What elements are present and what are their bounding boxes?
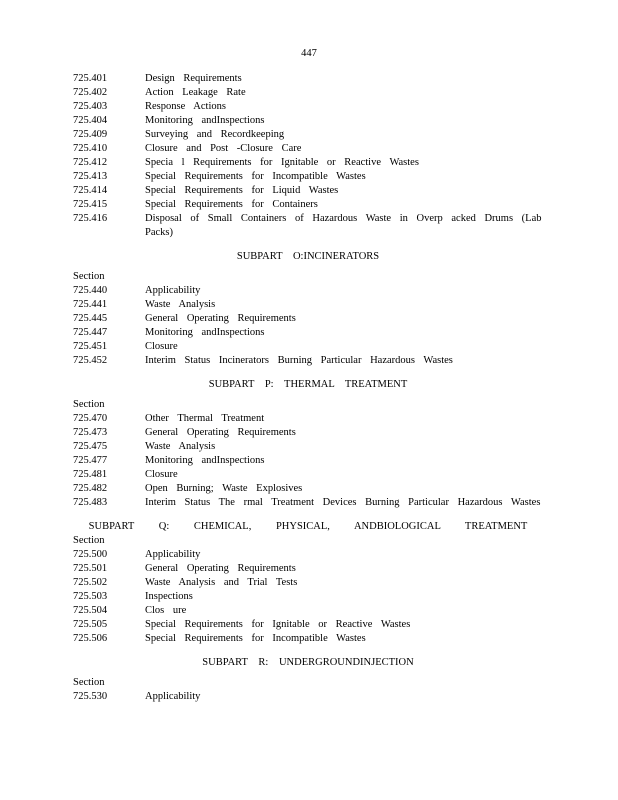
section-number: 725.404 <box>73 115 108 126</box>
section-number: 725.440 <box>73 285 108 296</box>
table-of-contents <box>73 72 543 704</box>
section-title: Closure <box>145 469 178 480</box>
toc-entry <box>73 632 543 646</box>
section-title: Monitoring andInspections <box>145 115 265 126</box>
toc-entry <box>73 590 543 604</box>
toc-entry <box>73 412 543 426</box>
toc-entry <box>73 618 543 632</box>
toc-block-subpart-p <box>73 412 543 510</box>
section-title: Interim Status The rmal Treatment Devices Burning Particular Hazardous Wastes <box>145 497 541 508</box>
toc-entry <box>73 142 543 156</box>
subpart-p-heading: SUBPART P: THERMAL TREATMENT <box>208 379 408 390</box>
section-title: Design Requirements <box>145 73 242 84</box>
section-title: Response Actions <box>145 101 226 112</box>
section-title: Action Leakage Rate <box>145 87 246 98</box>
section-number: 725.415 <box>73 199 108 210</box>
section-number: 725.505 <box>73 619 108 630</box>
toc-block-subpart-n <box>73 72 543 240</box>
section-number: 725.473 <box>73 427 108 438</box>
section-number: 725.481 <box>73 469 108 480</box>
section-number: 725.412 <box>73 157 108 168</box>
section-title: General Operating Requirements <box>145 313 296 324</box>
toc-entry <box>73 212 543 240</box>
toc-entry <box>73 100 543 114</box>
section-number: 725.475 <box>73 441 108 452</box>
section-title: Special Requirements for Ignitable or Reactive Wastes <box>145 619 411 630</box>
section-title: Surveying and Recordkeeping <box>145 129 285 140</box>
section-number: 725.482 <box>73 483 108 494</box>
section-title: General Operating Requirements <box>145 563 296 574</box>
section-label: Section <box>73 271 105 282</box>
section-number: 725.501 <box>73 563 108 574</box>
toc-entry <box>73 326 543 340</box>
section-number: 725.452 <box>73 355 108 366</box>
toc-block-subpart-q <box>73 548 543 646</box>
section-number: 725.504 <box>73 605 108 616</box>
section-title: Clos ure <box>145 605 187 616</box>
section-title: Closure <box>145 341 178 352</box>
section-number: 725.530 <box>73 691 108 702</box>
toc-entry <box>73 312 543 326</box>
section-title: Monitoring andInspections <box>145 327 265 338</box>
section-label: Section <box>73 535 105 546</box>
toc-entry <box>73 170 543 184</box>
section-number: 725.402 <box>73 87 108 98</box>
section-title: Applicability <box>145 285 201 296</box>
section-number: 725.410 <box>73 143 108 154</box>
toc-entry <box>73 454 543 468</box>
page-number: 447 <box>301 48 317 59</box>
toc-entry <box>73 468 543 482</box>
section-number: 725.447 <box>73 327 108 338</box>
section-number: 725.503 <box>73 591 108 602</box>
section-number: 725.502 <box>73 577 108 588</box>
section-title: Applicability <box>145 691 201 702</box>
section-number: 725.470 <box>73 413 108 424</box>
toc-entry <box>73 440 543 454</box>
section-title: Other Thermal Treatment <box>145 413 265 424</box>
section-title: Special Requirements for Incompatible Wastes <box>145 171 366 182</box>
section-number: 725.401 <box>73 73 108 84</box>
toc-entry <box>73 604 543 618</box>
toc-entry <box>73 184 543 198</box>
toc-entry <box>73 496 543 510</box>
section-title: General Operating Requirements <box>145 427 296 438</box>
section-number: 725.409 <box>73 129 108 140</box>
section-number: 725.451 <box>73 341 108 352</box>
section-number: 725.403 <box>73 101 108 112</box>
section-number: 725.483 <box>73 497 108 508</box>
toc-entry <box>73 548 543 562</box>
toc-entry <box>73 340 543 354</box>
toc-entry <box>73 298 543 312</box>
toc-block-subpart-o <box>73 284 543 368</box>
toc-entry <box>73 482 543 496</box>
section-title: Special Requirements for Containers <box>145 199 318 210</box>
toc-entry <box>73 426 543 440</box>
toc-entry <box>73 690 543 704</box>
section-number: 725.500 <box>73 549 108 560</box>
toc-entry <box>73 576 543 590</box>
toc-block-subpart-r <box>73 690 543 704</box>
section-title: Waste Analysis <box>145 441 216 452</box>
section-number: 725.416 <box>73 213 108 224</box>
section-title: Inspections <box>145 591 193 602</box>
section-number: 725.477 <box>73 455 108 466</box>
section-title: Waste Analysis and Trial Tests <box>145 577 298 588</box>
section-title: Interim Status Incinerators Burning Particular Hazardous Wastes <box>145 355 453 366</box>
toc-entry <box>73 128 543 142</box>
section-number: 725.414 <box>73 185 108 196</box>
toc-entry <box>73 562 543 576</box>
section-label: Section <box>73 399 105 410</box>
section-number: 725.441 <box>73 299 108 310</box>
toc-entry <box>73 114 543 128</box>
subpart-q-heading: SUBPART Q: CHEMICAL, PHYSICAL, ANDBIOLOGICAL TREATMENT <box>88 521 528 532</box>
section-title: Open Burning; Waste Explosives <box>145 483 303 494</box>
subpart-r-heading: SUBPART R: UNDERGROUNDINJECTION <box>202 657 414 668</box>
section-number: 725.445 <box>73 313 108 324</box>
section-number: 725.506 <box>73 633 108 644</box>
toc-entry <box>73 284 543 298</box>
section-title: Special Requirements for Liquid Wastes <box>145 185 339 196</box>
toc-entry <box>73 72 543 86</box>
toc-entry <box>73 354 543 368</box>
section-title: Applicability <box>145 549 201 560</box>
toc-entry <box>73 198 543 212</box>
subpart-o-heading: SUBPART O:INCINERATORS <box>236 251 380 262</box>
section-title: Closure and Post -Closure Care <box>145 143 302 154</box>
section-number: 725.413 <box>73 171 108 182</box>
toc-entry <box>73 156 543 170</box>
section-title: Special Requirements for Incompatible Wastes <box>145 633 366 644</box>
section-title: Specia l Requirements for Ignitable or Reactive Wastes <box>145 157 419 168</box>
section-title: Monitoring andInspections <box>145 455 265 466</box>
section-title: Disposal of Small Containers of Hazardous Waste in Overp acked Drums (Lab Packs) <box>145 213 542 238</box>
section-label: Section <box>73 677 105 688</box>
section-title: Waste Analysis <box>145 299 216 310</box>
toc-entry <box>73 86 543 100</box>
